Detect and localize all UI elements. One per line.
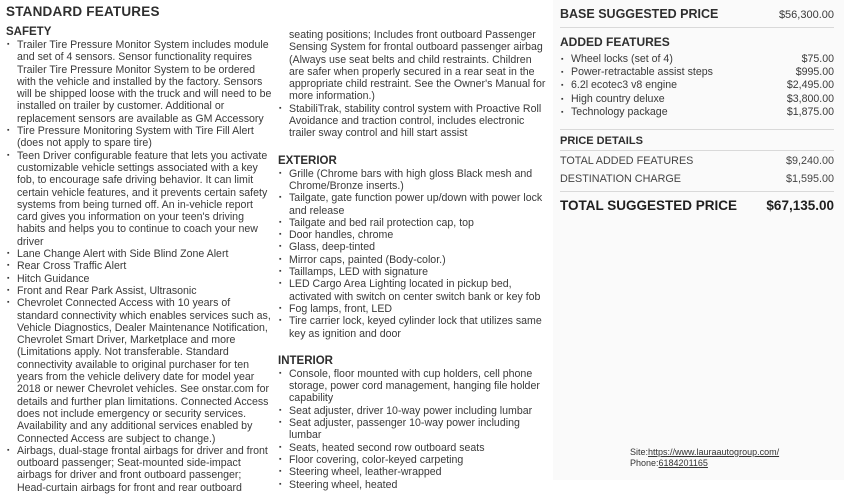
safety-heading: SAFETY xyxy=(6,26,52,38)
safety-list-continued xyxy=(278,103,547,140)
feature-item: ▪ Seat adjuster, driver 10-way power including lumbar xyxy=(278,405,547,417)
feature-item: ▪ Glass, deep-tinted xyxy=(278,241,547,253)
feature-item: ▪ Lane Change Alert with Side Blind Zone Alert xyxy=(6,248,272,260)
feature-item: ▪ Taillamps, LED with signature xyxy=(278,266,547,278)
added-feature-row xyxy=(560,53,834,66)
interior-heading: INTERIOR xyxy=(278,354,333,367)
site-line xyxy=(630,447,779,458)
feature-item: ▪ Fog lamps, front, LED xyxy=(278,303,547,315)
added-feature-label: ▪ Technology package xyxy=(571,105,668,118)
added-features-heading: ADDED FEATURES xyxy=(560,35,670,49)
features-column-1 xyxy=(6,4,272,494)
site-label: Site: xyxy=(630,447,649,457)
added-feature-row xyxy=(560,66,834,79)
added-feature-label: ▪ Power-retractable assist steps xyxy=(571,66,713,79)
dealer-contact xyxy=(630,447,779,469)
feature-item: ▪ Tire carrier lock, keyed cylinder lock that utilizes same key as ignition and door xyxy=(278,315,547,340)
interior-list xyxy=(278,368,547,491)
page-title: STANDARD FEATURES xyxy=(6,4,160,19)
exterior-list xyxy=(278,168,547,340)
added-feature-price: $1,875.00 xyxy=(786,105,834,118)
added-feature-label: ▪ High country deluxe xyxy=(571,92,665,105)
added-feature-price: $2,495.00 xyxy=(786,79,834,92)
feature-item: ▪ Steering wheel, leather-wrapped xyxy=(278,466,547,478)
feature-item: ▪ Teen Driver configurable feature that lets you activate customizable vehicle settings associated with a key fob, to encourage safe driving behavior. It can limit certain vehicle features, and it prevents certain safety systems from being turned off. An in-vehicle report card gives you information on your teen's driving habits and helps you to continue to coach your new driver xyxy=(6,150,272,248)
feature-item: ▪ Trailer Tire Pressure Monitor System includes module and set of 4 sensors. Sensor functionality requires Trailer Tire Pressure Monitor System to be ordered with the vehicle and installed by the factory. Sensors will be shipped loose with the truck and will need to be installed on trailer by customer. Additional or replacement sensors are available as GM Accessory xyxy=(6,39,272,125)
added-feature-label: ▪ Wheel locks (set of 4) xyxy=(571,53,673,65)
added-feature-label: ▪ 6.2l ecotec3 v8 engine xyxy=(571,79,678,92)
feature-item: ▪ Mirror caps, painted (Body-color.) xyxy=(278,254,547,266)
features-column-2 xyxy=(278,29,547,491)
added-feature-price: $75.00 xyxy=(801,53,834,65)
feature-item: ▪ Chevrolet Connected Access with 10 years of standard connectivity which enables services such as, Vehicle Diagnostics, Dealer Maintenance Notification, Chevrolet Smart Driver, Marketplace and more (Limitations apply. Not transferable. Standard connectivity available to original purchaser for ten years from the vehicle delivery date for model year 2018 or newer Chevrolet vehicles. See onstar.com for details and further plan limitations. Connected Access does not include emergency or security services. Availability and any additional services enabled by Connected Access are subject to change.) xyxy=(6,297,272,445)
feature-item: ▪ Tire Pressure Monitoring System with Tire Fill Alert (does not apply to spare tire) xyxy=(6,125,272,150)
total-suggested-price-row xyxy=(560,191,834,213)
total-price-label: TOTAL SUGGESTED PRICE xyxy=(560,198,738,214)
feature-item: ▪ Grille (Chrome bars with high gloss Black mesh and Chrome/Bronze inserts.) xyxy=(278,168,547,193)
feature-item: ▪ Hitch Guidance xyxy=(6,273,272,285)
added-feature-price: $995.00 xyxy=(795,66,834,79)
added-feature-row xyxy=(560,106,834,119)
feature-item: ▪ Seat adjuster, passenger 10-way power including lumbar xyxy=(278,417,547,442)
price-details-heading: PRICE DETAILS xyxy=(560,129,834,151)
safety-list xyxy=(6,39,272,494)
feature-item: ▪ Seats, heated second row outboard seats xyxy=(278,442,547,454)
safety-item-continuation: seating positions; Includes front outboard Passenger Sensing System for frontal outboard passenger airbag (Always use seat belts and child restraints. Children are safer when properly secured in a rear seat in the appropriate child restraint. See the Owner's Manual for more information.) xyxy=(289,29,546,103)
feature-item: ▪ Steering wheel, heated xyxy=(278,479,547,491)
added-feature-row xyxy=(560,79,834,92)
total-price-value: $67,135.00 xyxy=(766,198,834,214)
feature-item: ▪ Console, floor mounted with cup holders, cell phone storage, power cord management, hanging file holder capability xyxy=(278,368,547,405)
feature-item: ▪ Tailgate and bed rail protection cap, top xyxy=(278,217,547,229)
feature-item: ▪ Door handles, chrome xyxy=(278,229,547,241)
feature-item: ▪ Airbags, dual-stage frontal airbags for driver and front outboard passenger; Seat-mounted side-impact airbags for driver and front outboard passenger; Head-curtain airbags for front and rear outboard xyxy=(6,445,272,494)
detail-label: DESTINATION CHARGE xyxy=(560,173,681,186)
site-link[interactable]: https://www.lauraautogroup.com/ xyxy=(648,447,780,457)
phone-line xyxy=(630,458,779,469)
total-added-features-row xyxy=(560,151,834,169)
feature-item: ▪ Floor covering, color-keyed carpeting xyxy=(278,454,547,466)
phone-label: Phone: xyxy=(630,458,659,468)
destination-charge-row xyxy=(560,169,834,187)
added-feature-price: $3,800.00 xyxy=(786,92,834,105)
feature-item: ▪ StabiliTrak, stability control system with Proactive Roll Avoidance and traction control, includes electronic trailer sway control and hill start assist xyxy=(278,103,547,140)
base-price-label: BASE SUGGESTED PRICE xyxy=(560,7,719,21)
detail-value: $1,595.00 xyxy=(785,173,834,186)
feature-item: ▪ Tailgate, gate function power up/down with power lock and release xyxy=(278,192,547,217)
detail-label: TOTAL ADDED FEATURES xyxy=(560,155,694,168)
exterior-heading: EXTERIOR xyxy=(278,154,337,167)
base-price-row xyxy=(560,5,834,28)
base-price-value: $56,300.00 xyxy=(778,9,834,21)
feature-item: ▪ Rear Cross Traffic Alert xyxy=(6,260,272,272)
feature-item: ▪ Front and Rear Park Assist, Ultrasonic xyxy=(6,285,272,297)
feature-item: ▪ LED Cargo Area Lighting located in pickup bed, activated with switch on center switch bank or key fob xyxy=(278,278,547,303)
phone-link[interactable]: 6184201165 xyxy=(658,458,708,468)
added-features-list xyxy=(560,53,834,119)
added-feature-row xyxy=(560,93,834,106)
pricing-panel xyxy=(553,0,844,480)
detail-value: $9,240.00 xyxy=(785,155,834,168)
